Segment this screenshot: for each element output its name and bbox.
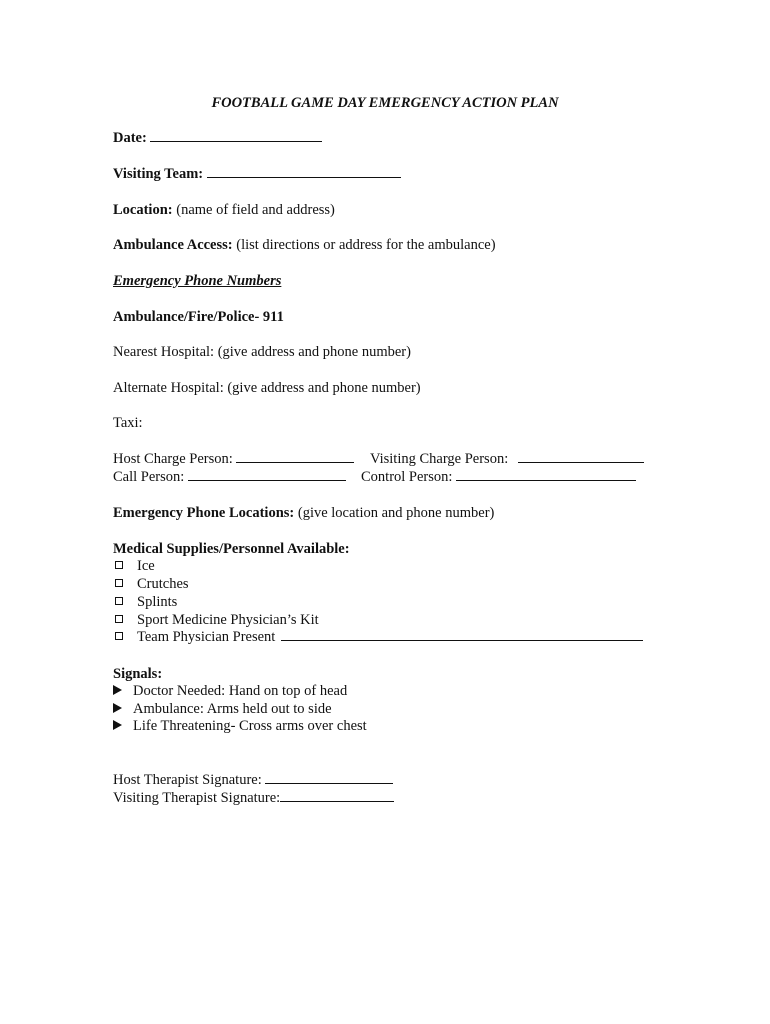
host-charge-label: Host Charge Person:	[113, 451, 233, 467]
visiting-therapist-label: Visiting Therapist Signature:	[113, 790, 281, 806]
visiting-team-label: Visiting Team:	[113, 166, 204, 182]
taxi: Taxi:	[113, 415, 143, 431]
visiting-therapist-signature-field[interactable]	[280, 789, 394, 802]
phone-locations-row	[113, 504, 494, 522]
signal-item	[113, 700, 332, 718]
call-person-row	[113, 468, 346, 486]
location-row	[113, 201, 335, 219]
ambulance-access-row	[113, 236, 496, 254]
supply-label: Team Physician Present	[137, 629, 276, 645]
checkbox-icon[interactable]	[115, 597, 123, 605]
signals-heading-text: Signals:	[113, 666, 163, 682]
ambulance-fire-police-text: Ambulance/Fire/Police- 911	[113, 309, 284, 325]
signal-item	[113, 682, 347, 700]
signals-heading	[113, 665, 162, 683]
supplies-heading-text: Medical Supplies/Personnel Available:	[113, 541, 350, 557]
supply-item-kit[interactable]	[113, 611, 319, 629]
checkbox-icon[interactable]	[115, 561, 123, 569]
date-row	[113, 129, 322, 147]
visiting-charge-field[interactable]	[518, 450, 644, 463]
location-label: Location:	[113, 202, 173, 218]
call-person-label: Call Person:	[113, 469, 185, 485]
control-person-field[interactable]	[456, 468, 636, 481]
arrow-bullet-icon	[113, 685, 122, 695]
emergency-numbers-heading: Emergency Phone Numbers	[113, 273, 282, 289]
control-person-label: Control Person:	[361, 469, 453, 485]
checkbox-icon[interactable]	[115, 579, 123, 587]
date-field[interactable]	[150, 129, 322, 142]
supply-item-splints[interactable]	[113, 593, 177, 611]
host-therapist-signature-field[interactable]	[265, 771, 393, 784]
supply-item-ice[interactable]	[113, 557, 155, 575]
ambulance-access-label: Ambulance Access:	[113, 237, 233, 253]
arrow-bullet-icon	[113, 703, 122, 713]
host-charge-field[interactable]	[236, 450, 354, 463]
alternate-hospital: Alternate Hospital: (give address and phone number)	[113, 380, 421, 396]
phone-locations-hint: (give location and phone number)	[297, 505, 495, 521]
host-therapist-row	[113, 771, 393, 789]
checkbox-icon[interactable]	[115, 615, 123, 623]
call-person-field[interactable]	[188, 468, 346, 481]
signal-label: Doctor Needed: Hand on top of head	[133, 683, 348, 699]
visiting-charge-row	[370, 450, 644, 468]
supply-label: Crutches	[137, 576, 189, 592]
phone-locations-label: Emergency Phone Locations:	[113, 505, 295, 521]
signal-label: Ambulance: Arms held out to side	[133, 701, 332, 717]
control-person-row	[361, 468, 636, 486]
document-title: FOOTBALL GAME DAY EMERGENCY ACTION PLAN	[211, 95, 559, 111]
visiting-team-field[interactable]	[207, 165, 401, 178]
host-charge-row	[113, 450, 354, 468]
signal-item	[113, 717, 367, 735]
supply-item-physician[interactable]	[113, 628, 643, 646]
supply-label: Sport Medicine Physician’s Kit	[137, 612, 319, 628]
supply-label: Splints	[137, 594, 178, 610]
supply-item-crutches[interactable]	[113, 575, 189, 593]
ambulance-access-hint: (list directions or address for the ambulance)	[236, 237, 496, 253]
visiting-team-row	[113, 165, 401, 183]
visiting-charge-label: Visiting Charge Person:	[370, 451, 509, 467]
location-hint: (name of field and address)	[176, 202, 335, 218]
signal-label: Life Threatening- Cross arms over chest	[133, 718, 367, 734]
visiting-therapist-row	[113, 789, 394, 807]
arrow-bullet-icon	[113, 720, 122, 730]
team-physician-field[interactable]	[281, 628, 643, 641]
host-therapist-label: Host Therapist Signature:	[113, 772, 262, 788]
checkbox-icon[interactable]	[115, 632, 123, 640]
ambulance-fire-police	[113, 308, 284, 326]
nearest-hospital: Nearest Hospital: (give address and phone number)	[113, 344, 411, 360]
supplies-heading	[113, 540, 350, 558]
date-label: Date:	[113, 130, 147, 146]
supply-label: Ice	[137, 558, 155, 574]
